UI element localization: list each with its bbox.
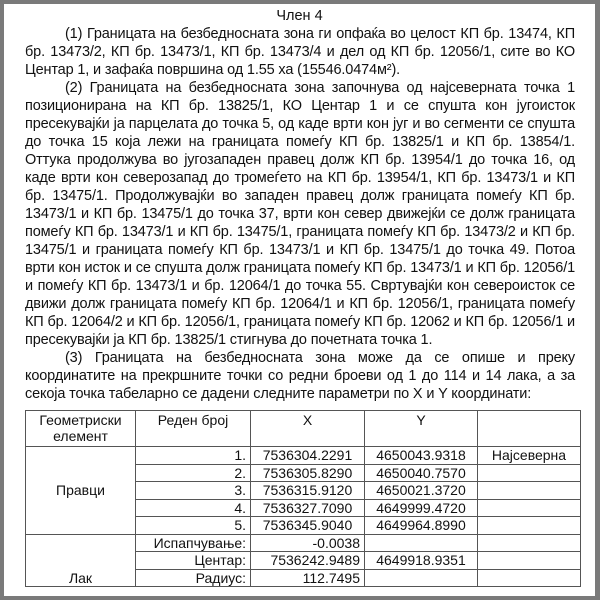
y-value: 4649918.9351 xyxy=(365,552,478,570)
header-y: Y xyxy=(365,411,478,447)
y-value: 4649999.4720 xyxy=(365,499,478,517)
x-value: 7536315.9120 xyxy=(251,482,365,500)
row-number: 2. xyxy=(136,464,251,482)
y-value: 4649964.8990 xyxy=(365,517,478,535)
y-value: 4650021.3720 xyxy=(365,482,478,500)
note-value: Најсеверна xyxy=(478,447,581,465)
note-value xyxy=(478,499,581,517)
group-element-lines: Правци xyxy=(26,447,136,535)
x-value: 7536327.7090 xyxy=(251,499,365,517)
row-number: 5. xyxy=(136,517,251,535)
x-value: 7536304.2291 xyxy=(251,447,365,465)
x-value: 7536305.8290 xyxy=(251,464,365,482)
header-label: Геометриски елемент xyxy=(39,412,122,444)
x-value: 7536242.9489 xyxy=(251,552,365,570)
x-value: 112.7495 xyxy=(251,569,365,587)
header-ordinal-number: Реден број xyxy=(136,411,251,447)
row-number: 4. xyxy=(136,499,251,517)
header-x: X xyxy=(251,411,365,447)
y-value: 4650040.7570 xyxy=(365,464,478,482)
note-value xyxy=(478,482,581,500)
arc-param-label: Центар: xyxy=(136,552,251,570)
x-value: 7536345.9040 xyxy=(251,517,365,535)
arc-param-label: Испапчување: xyxy=(136,534,251,552)
table-row xyxy=(26,534,581,552)
row-number: 3. xyxy=(136,482,251,500)
row-number: 1. xyxy=(136,447,251,465)
y-value: 4650043.9318 xyxy=(365,447,478,465)
header-geometric-element xyxy=(26,411,136,447)
coordinates-table xyxy=(25,410,581,587)
article-title: Член 4 xyxy=(276,8,323,24)
x-value: -0.0038 xyxy=(251,534,365,552)
arc-param-label: Радиус: xyxy=(136,569,251,587)
group-element-arc: Лак xyxy=(26,534,136,587)
note-value xyxy=(478,464,581,482)
note-value xyxy=(478,569,581,587)
header-note xyxy=(478,411,581,447)
y-value xyxy=(365,534,478,552)
note-value xyxy=(478,534,581,552)
paragraph-2: (2) Границата на безбедносната зона започнува од најсеверната точка 1 позиционирана на КП бр. 13825/1, КО Центар 1 и се спушта кон југоисток пресекувајќи ја парцелата до точка 5, од каде врти кон југ и во сегменти се спушта до точка 15 која лежи на границата помеѓу КП бр. 13825/1 и КП бр. 13854/1. Оттука продолжува во југозападен правец долж КП бр. 13954/1 до точка 16, од каде врти кон северозапад до тромеѓето на КП бр. 13954/1, КП бр. 13473/1 и КП бр. 13475/1. Продолжувајќи во западен правец долж границата помеѓу КП бр. 13473/1 и КП бр. 13475/1 до точка 37, врти кон север движејќи се долж границата помеѓу КП бр. 13473/1 и КП бр. 13475/1, границата помеѓу КП бр. 13473/2 и КП бр. 13475/1 и границата помеѓу КП бр. 13473/1 и КП бр. 13475/1 до точка 49. Потоа врти кон исток и се спушта долж границата помеѓу КП бр. 13473/1 и КП бр. 12056/1 и помеѓу КП бр. 13473/1 и бр. 12064/1 до точка 55. Свртувајќи кон североисток се движи долж границата помеѓу КП бр. 12064/1 и КП бр. 12056/1, границата помеѓу КП бр. 12064/2 и КП бр. 12056/1, границата помеѓу КП бр. 12062 и КП бр. 12056/1 и пресекувајќи ја КП бр. 13825/1 стигнува до почетната точка 1. xyxy=(25,80,575,348)
table-header-row xyxy=(26,411,581,447)
table-row xyxy=(26,447,581,465)
y-value xyxy=(365,569,478,587)
document-page xyxy=(4,4,595,596)
note-value xyxy=(478,552,581,570)
paragraph-1: (1) Границата на безбедносната зона ги опфаќа во целост КП бр. 13474, КП бр. 13473/2, КП бр. 13473/1, КП бр. 13473/4 и дел од КП бр. 12056/1, сите во КО Центар 1, и зафаќа површина од 1.55 ха (15546.0474м²). xyxy=(25,26,575,78)
paragraph-3: (3) Границата на безбедносната зона може да се опише и преку координатите на прекршните точки со редни броеви од 1 до 114 и 14 лака, а за секоја точка табеларно се дадени следните параметри по X и Y координати: xyxy=(25,350,575,402)
note-value xyxy=(478,517,581,535)
